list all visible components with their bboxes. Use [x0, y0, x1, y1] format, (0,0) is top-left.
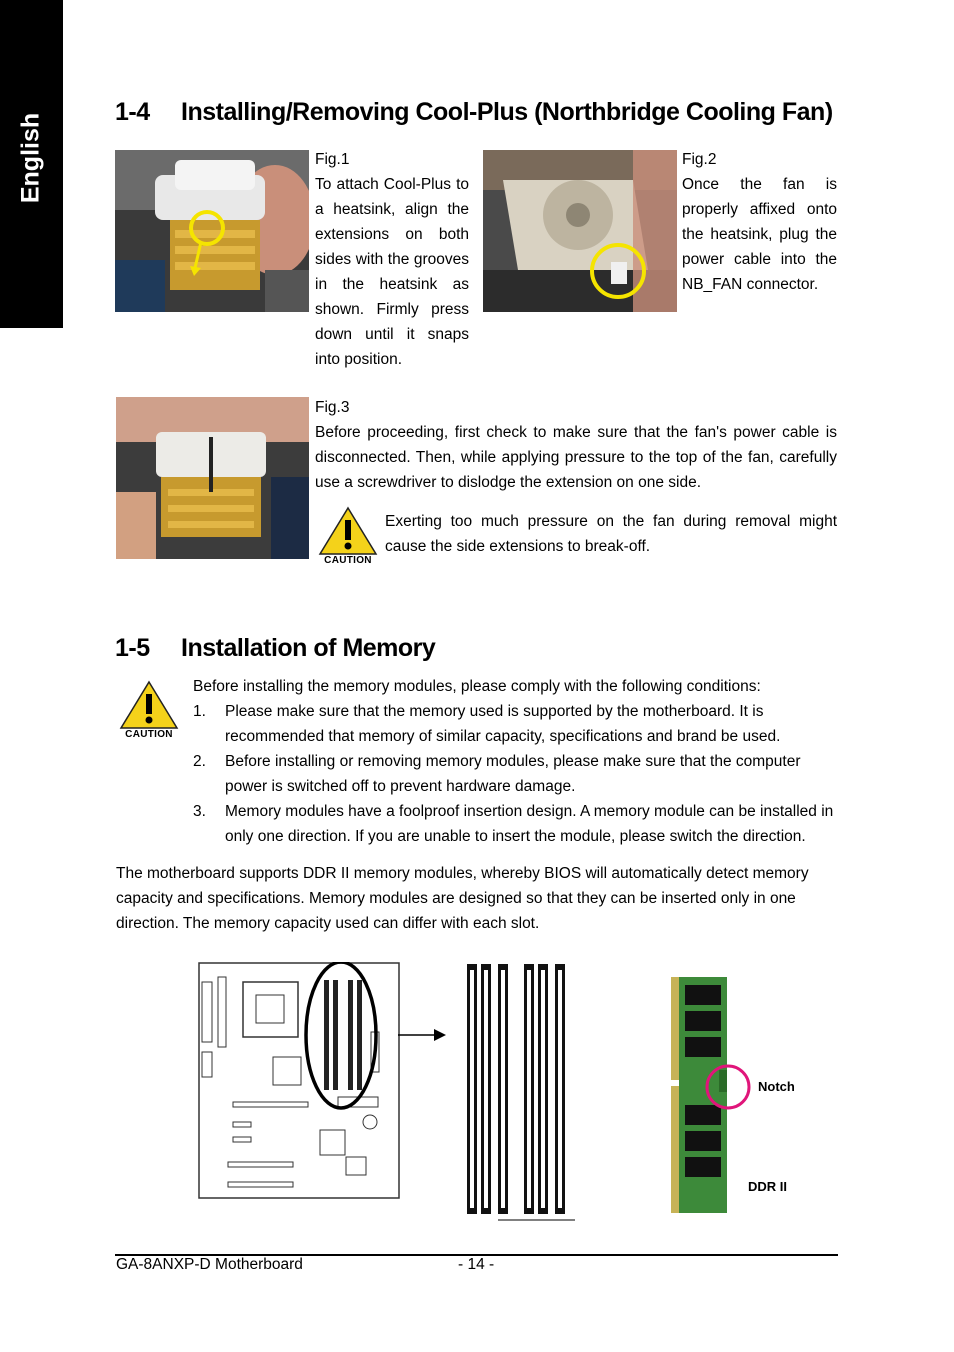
fig3-photo [116, 397, 309, 559]
fig1-text: To attach Cool-Plus to a heatsink, align the extensions on both sides with the grooves in the heatsink as shown. Firmly press down until it snaps into position. [315, 176, 469, 368]
footer-page-number: - 14 - [458, 1256, 495, 1273]
fig3-text: Before proceeding, first check to make sure that the fan's power cable is disconnected. Then, while applying pressure to the top of the fan, carefully use a screwdriver to dislodge the extension on one side. [315, 424, 837, 491]
notch-label: Notch [758, 1079, 795, 1094]
item-text: Before installing or removing memory modules, please make sure that the computer power is switched off to prevent hardware damage. [225, 753, 801, 795]
caution-text: Exerting too much pressure on the fan during removal might cause the side extensions to break-off. [385, 513, 837, 555]
memory-condition-item [193, 699, 838, 749]
memory-condition-item [193, 749, 838, 799]
language-tab-label: English [16, 112, 45, 204]
memory-paragraph: The motherboard supports DDR II memory modules, whereby BIOS will automatically detect memory capacity and specifications. Memory modules are designed so that they can be inserted only in one direction. The memory capacity used can differ with each slot. [116, 865, 809, 932]
section-1-4-number: 1-4 [115, 98, 150, 126]
fig3-label: Fig.3 [315, 399, 350, 416]
caution-label: CAUTION [324, 555, 372, 566]
notch-highlight-circle [704, 1063, 752, 1111]
motherboard-layout-diagram [198, 962, 401, 1200]
fig2-photo [483, 150, 677, 312]
caution-label: CAUTION [125, 729, 173, 740]
section-1-5-heading [115, 634, 435, 663]
item-text: Please make sure that the memory used is supported by the motherboard. It is recommended that memory of similar capacity, specifications and brand be used. [225, 703, 781, 745]
section-1-4-title: Installing/Removing Cool-Plus (Northbridge Cooling Fan) [181, 98, 833, 126]
fig3-caption [315, 395, 837, 495]
memory-caution-intro: Before installing the memory modules, please comply with the following conditions: [193, 678, 761, 695]
footer-product: GA-8ANXP-D Motherboard [116, 1256, 303, 1273]
fig1-photo [115, 150, 309, 312]
item-number: 2. [193, 753, 206, 770]
item-text: Memory modules have a foolproof insertion design. A memory module can be installed in only one direction. If you are unable to insert the module, please switch the direction. [225, 803, 834, 845]
memory-condition-item [193, 799, 838, 849]
language-tab [0, 0, 63, 328]
item-number: 3. [193, 803, 206, 820]
arrow-right-icon [398, 1025, 448, 1045]
ddr2-label: DDR II [748, 1179, 787, 1194]
fig1-caption [315, 147, 469, 372]
fig2-label: Fig.2 [682, 151, 717, 168]
caution-icon [119, 680, 179, 740]
dimm-slots-diagram [462, 960, 580, 1222]
section-1-4-heading [115, 98, 833, 127]
fig1-label: Fig.1 [315, 151, 350, 168]
section-1-5-number: 1-5 [115, 634, 150, 662]
fig2-caption [682, 147, 837, 297]
caution-icon [318, 506, 378, 566]
section-1-5-title: Installation of Memory [181, 634, 436, 662]
item-number: 1. [193, 703, 206, 720]
fig2-text: Once the fan is properly affixed onto the heatsink, plug the power cable into the NB_FAN connector. [682, 176, 837, 293]
